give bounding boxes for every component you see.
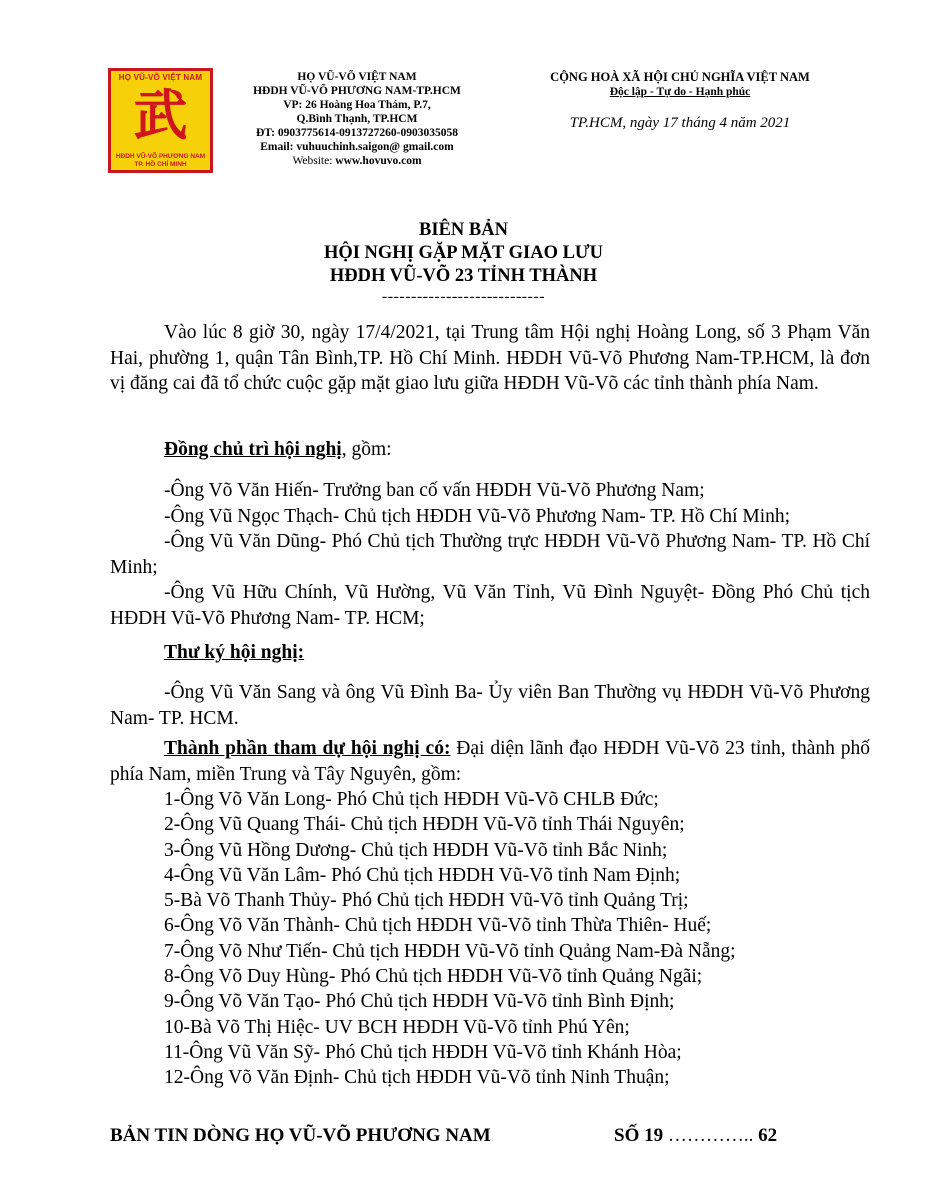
chair-item: -Ông Vũ Văn Dũng- Phó Chủ tịch Thường trực HĐDH Vũ-Võ Phương Nam- TP. Hồ Chí Minh; [110,531,870,578]
doc-title-3: HĐDH VŨ-VÕ 23 TỈNH THÀNH [329,266,598,286]
participants-section [110,736,870,787]
nation-title: CỘNG HOÀ XÃ HỘI CHỦ NGHĨA VIỆT NAM [550,70,810,84]
nation-motto: Độc lập - Tự do - Hạnh phúc [609,86,751,98]
participants-paragraph [110,736,870,787]
secretary-section [110,680,870,731]
logo-character: 武 [133,84,188,147]
chair-item: -Ông Vũ Hữu Chính, Vũ Hường, Vũ Văn Tỉnh, Vũ Đình Nguyệt- Đồng Phó Chủ tịch HĐDH Vũ-Võ Phương Nam- TP. HCM; [110,582,870,629]
secretary-heading-label: Thư ký hội nghị: [164,642,305,663]
participant-item: 8-Ông Võ Duy Hùng- Phó Chủ tịch HĐDH Vũ-Võ tỉnh Quảng Ngãi; [164,966,703,988]
intro-section [110,320,870,397]
org-line2: HĐDH VŨ-VÕ PHƯƠNG NAM-TP.HCM [253,85,461,97]
chair-heading [164,437,392,463]
doc-title-2: HỘI NGHỊ GẶP MẶT GIAO LƯU [323,243,604,263]
page-number: 62 [758,1125,778,1146]
participant-item: 6-Ông Võ Văn Thành- Chủ tịch HĐDH Vũ-Võ tỉnh Thừa Thiên- Huế; [164,915,712,937]
participant-item: 4-Ông Vũ Văn Lâm- Phó Chủ tịch HĐDH Vũ-Võ tỉnh Nam Định; [164,864,681,886]
title-separator: ---------------------------- [381,288,546,305]
clan-logo [108,68,213,173]
chair-item: -Ông Võ Văn Hiến- Trưởng ban cố vấn HĐDH Vũ-Võ Phương Nam; [164,480,705,501]
participant-item: 3-Ông Vũ Hồng Dương- Chủ tịch HĐDH Vũ-Võ tỉnh Bắc Ninh; [164,839,668,861]
participants-intro: Đại diện lãnh đạo HĐDH Vũ-Võ 23 tỉnh, thành phố phía Nam, miền Trung và Tây Nguyên, gồm: [110,738,870,785]
footer-dots: ………….. [663,1125,759,1146]
page-footer [614,1125,777,1147]
chair-heading-label: Đồng chủ trì hội nghị [164,439,342,460]
org-phone: ĐT: 0903775614-0913727260-0903035058 [256,127,458,139]
chair-list [110,478,870,631]
participant-item: 5-Bà Võ Thanh Thủy- Phó Chủ tịch HĐDH Vũ-Võ tỉnh Quảng Trị; [164,890,689,912]
participant-list [164,787,736,1091]
secretary-paragraph: -Ông Vũ Văn Sang và ông Vũ Đình Ba- Ủy viên Ban Thường vụ HĐDH Vũ-Võ Phương Nam- TP. HCM. [110,682,870,729]
participant-item: 11-Ông Vũ Văn Sỹ- Phó Chủ tịch HĐDH Vũ-Võ tỉnh Khánh Hòa; [164,1041,682,1063]
participant-item: 1-Ông Võ Văn Long- Phó Chủ tịch HĐDH Vũ-Võ CHLB Đức; [164,789,659,810]
org-address1: VP: 26 Hoàng Hoa Thám, P.7, [283,99,431,111]
org-website-label: Website: [292,155,336,167]
org-website-line [222,154,492,168]
issue-number: SỐ 19 [614,1125,664,1146]
participants-heading: Thành phần tham dự hội nghị có: [164,738,451,759]
newsletter-name: BẢN TIN DÒNG HỌ VŨ-VÕ PHƯƠNG NAM [110,1125,491,1146]
participant-item: 7-Ông Võ Như Tiến- Chủ tịch HĐDH Vũ-Võ tỉnh Quảng Nam-Đà Nẵng; [164,940,736,962]
logo-bottom-line1: HĐDH VŨ-VÕ PHƯƠNG NAM [115,153,206,160]
secretary-heading [164,640,304,666]
intro-paragraph: Vào lúc 8 giờ 30, ngày 17/4/2021, tại Trung tâm Hội nghị Hoàng Long, số 3 Phạm Văn Hai, phường 1, quận Tân Bình,TP. Hồ Chí Minh. HĐDH Vũ-Võ Phương Nam-TP.HCM, là đơn vị đăng cai đã tổ chức cuộc gặp mặt giao lưu giữa HĐDH Vũ-Võ các tỉnh thành phía Nam. [110,322,870,394]
doc-title-1: BIÊN BẢN [419,220,508,240]
participant-item: 12-Ông Võ Văn Định- Chủ tịch HĐDH Vũ-Võ tỉnh Ninh Thuận; [164,1067,670,1089]
participant-item: 10-Bà Võ Thị Hiệc- UV BCH HĐDH Vũ-Võ tỉnh Phú Yên; [164,1016,630,1038]
chair-heading-suffix: , gồm: [341,439,392,460]
org-line1: HỌ VŨ-VÕ VIỆT NAM [297,71,417,83]
logo-top-text: HỌ VŨ-VÕ VIỆT NAM [118,73,203,82]
chair-item: -Ông Vũ Ngọc Thạch- Chủ tịch HĐDH Vũ-Võ Phương Nam- TP. Hồ Chí Minh; [164,505,791,527]
participant-item: 9-Ông Võ Văn Tạo- Phó Chủ tịch HĐDH Vũ-Võ tỉnh Bình Định; [164,991,675,1013]
org-email: Email: vuhuuchinh.saigon@ gmail.com [260,141,454,153]
participant-item: 2-Ông Vũ Quang Thái- Chủ tịch HĐDH Vũ-Võ tỉnh Thái Nguyên; [164,814,685,836]
nation-block [530,70,830,131]
organization-block [222,70,492,168]
org-website[interactable]: www.hovuvo.com [335,155,422,167]
org-address2: Q.Bình Thạnh, TP.HCM [296,113,418,125]
document-date: TP.HCM, ngày 17 tháng 4 năm 2021 [569,115,791,131]
logo-bottom-line2: TP. HỒ CHÍ MINH [134,161,187,168]
